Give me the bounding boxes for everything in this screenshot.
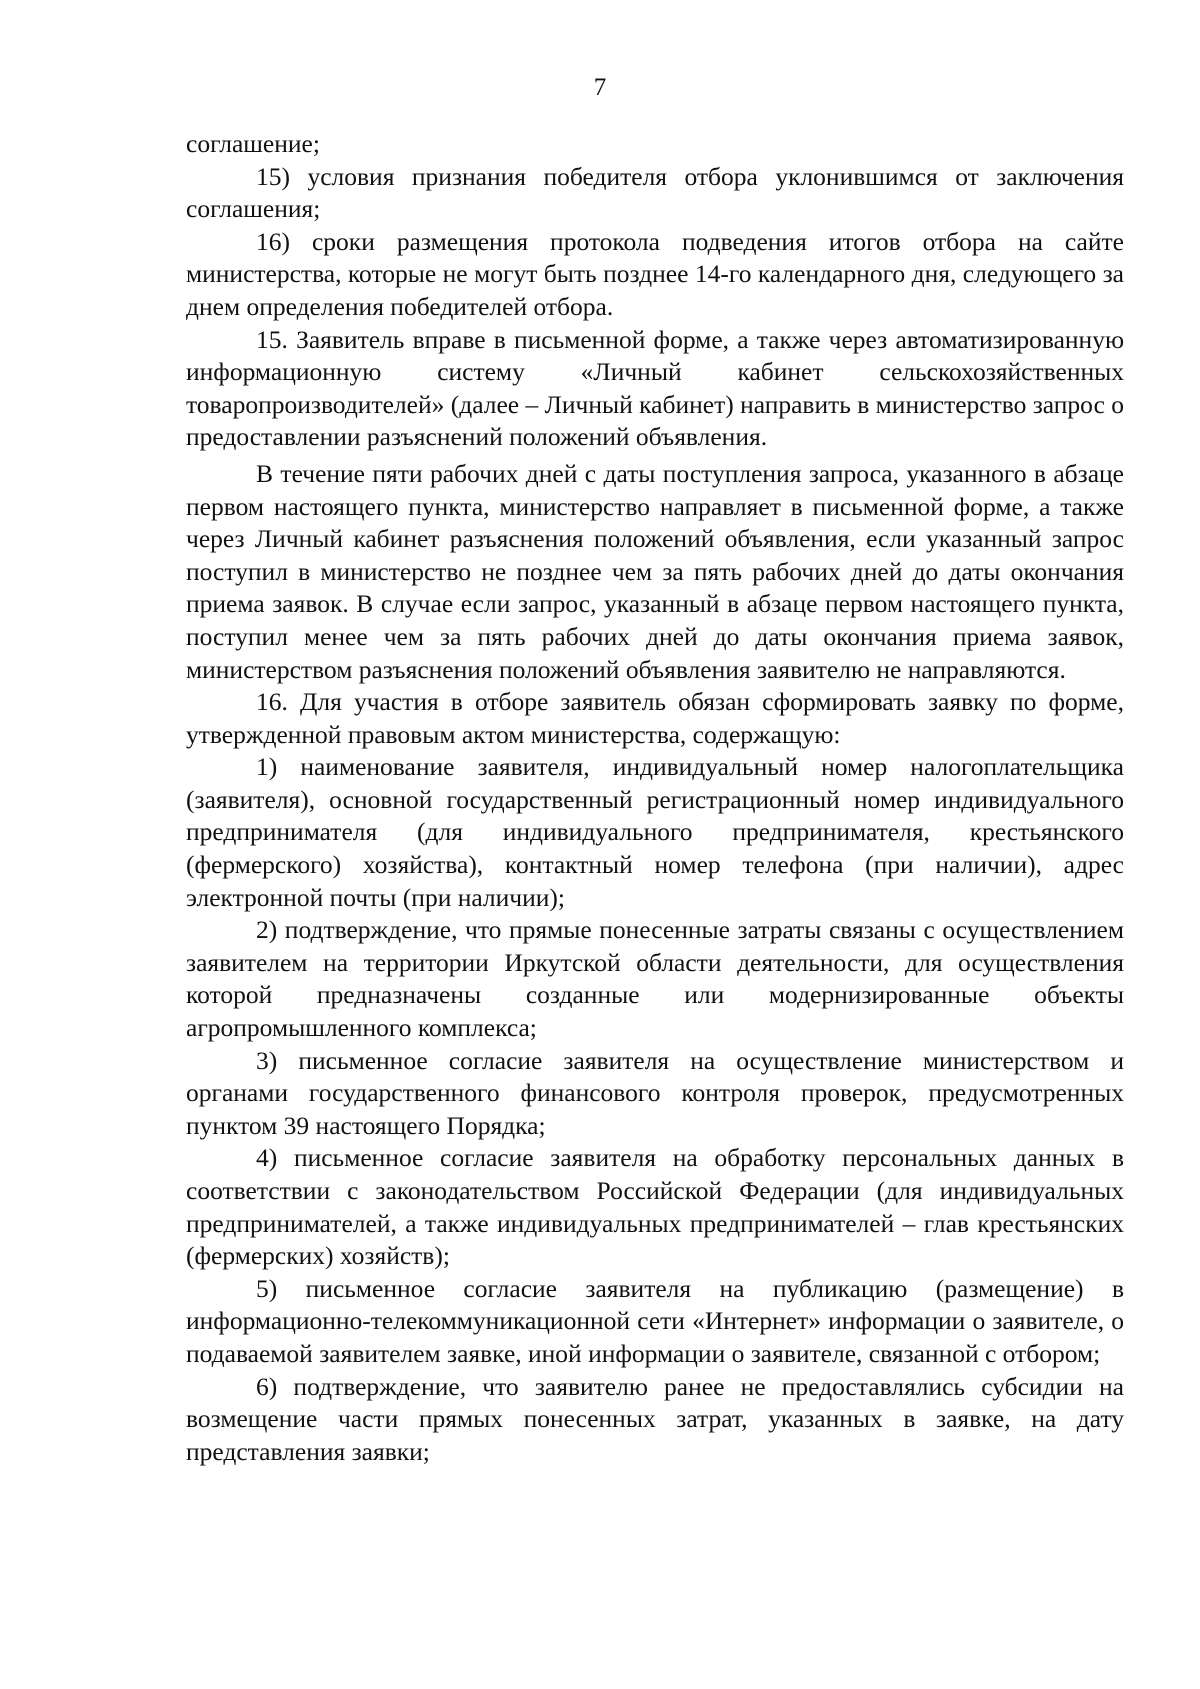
paragraph-clause-15-response: В течение пяти рабочих дней с даты поступления запроса, указанного в абзаце первом настоящего пункта, министерство направляет в письменной форме, а также через Личный кабинет разъяснения положений объявления, если указанный запрос поступил в министерство не позднее чем за пять рабочих дней до даты окончания приема заявок. В случае если запрос, указанный в абзаце первом настоящего пункта, поступил менее чем за пять рабочих дней до даты окончания приема заявок, министерством разъяснения положений объявления заявителю не направляются.: [186, 458, 1124, 684]
paragraph-list-item-3: 3) письменное согласие заявителя на осуществление министерством и органами государственного финансового контроля проверок, предусмотренных пунктом 39 настоящего Порядка;: [186, 1045, 1124, 1140]
paragraph-list-item-4: 4) письменное согласие заявителя на обработку персональных данных в соответствии с законодательством Российской Федерации (для индивидуальных предпринимателей, а также индивидуальных предпринимателей – глав крестьянских (фермерских) хозяйств);: [186, 1143, 1124, 1271]
paragraph-item-16-deadlines: 16) сроки размещения протокола подведения итогов отбора на сайте министерства, которые не могут быть позднее 14-го календарного дня, следующего за днем определения победителей отбора.: [186, 226, 1124, 321]
paragraph-clause-16: 16. Для участия в отборе заявитель обязан сформировать заявку по форме, утвержденной правовым актом министерства, содержащую:: [186, 687, 1124, 749]
paragraph-list-item-6: 6) подтверждение, что заявителю ранее не предоставлялись субсидии на возмещение части прямых понесенных затрат, указанных в заявке, на дату представления заявки;: [186, 1371, 1124, 1466]
paragraph-item-15-conditions: 15) условия признания победителя отбора уклонившимся от заключения соглашения;: [186, 161, 1124, 224]
paragraph-clause-15: 15. Заявитель вправе в письменной форме, а также через автоматизированную информационную систему «Личный кабинет сельскохозяйственных товаропроизводителей» (далее – Личный кабинет) направить в министерство запрос о предоставлении разъяснений положений объявления.: [186, 324, 1125, 452]
paragraph-list-item-2: 2) подтверждение, что прямые понесенные затраты связаны с осуществлением заявителем на территории Иркутской области деятельности, для осуществления которой предназначены созданные или модернизированные объекты агропромышленного комплекса;: [186, 915, 1124, 1043]
page-number: 7: [593, 74, 607, 101]
document-body: [186, 128, 1124, 1468]
paragraph-list-item-5: 5) письменное согласие заявителя на публикацию (размещение) в информационно-телекоммуникационной сети «Интернет» информации о заявителе, о подаваемой заявителем заявке, иной информации о заявителе, связанной с отбором;: [186, 1273, 1124, 1368]
paragraph-list-item-1: 1) наименование заявителя, индивидуальный номер налогоплательщика (заявителя), основной государственный регистрационный номер индивидуального предпринимателя (для индивидуального предпринимателя, крестьянского (фермерского) хозяйства), контактный номер телефона (при наличии), адрес электронной почты (при наличии);: [186, 752, 1124, 912]
paragraph-continuation: соглашение;: [186, 129, 320, 158]
